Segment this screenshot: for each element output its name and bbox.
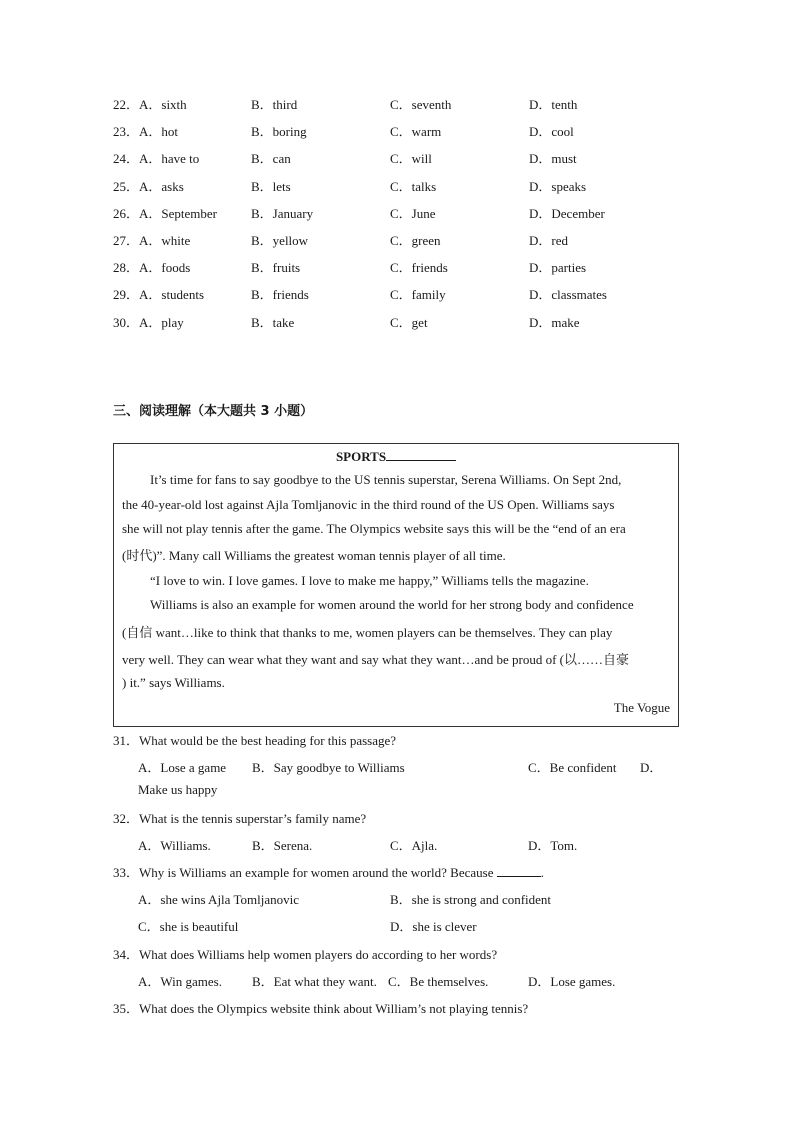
passage-line: she will not play tennis after the game. The Olympics website says this will be the “end of an era — [122, 521, 626, 536]
q31-option-d-label: D． — [640, 760, 663, 775]
option-d: D．parties — [529, 260, 587, 276]
option-a: A．foods — [139, 260, 191, 276]
passage-line: Williams is also an example for women around the world for her strong body and confidence — [150, 597, 634, 612]
option-d: D．classmates — [529, 287, 607, 303]
passage-line: ) it.” says Williams. — [122, 675, 225, 690]
question-32: 32．What is the tennis superstar’s family name? — [113, 811, 367, 826]
question-number: 22． — [113, 97, 140, 112]
q33-option-c: C．she is beautiful — [138, 919, 239, 934]
option-c: C．get — [390, 314, 428, 330]
question-34: 34．What does Williams help women players do according to her words? — [113, 947, 498, 962]
option-a: A．white — [139, 233, 191, 248]
passage-line: the 40-year-old lost against Ajla Tomljanovic in the third round of the US Open. Williams says — [122, 497, 615, 512]
q34-option-b: B．Eat what they want. — [252, 974, 377, 989]
section-title: 三、阅读理解（本大题共 3 小题） — [113, 404, 314, 419]
option-b: B．take — [251, 314, 295, 330]
question-number: 25． — [113, 178, 140, 194]
question-number: 30． — [113, 314, 140, 330]
question-number: 24． — [113, 151, 140, 167]
q32-option-c: C．Ajla. — [390, 838, 438, 853]
q31-option-d-text: Make us happy — [138, 782, 218, 797]
passage-line: “I love to win. I love games. I love to make me happy,” Williams tells the magazine. — [150, 573, 589, 588]
q31-option-b: B．Say goodbye to Williams — [252, 760, 405, 775]
q32-option-b: B．Serena. — [252, 838, 313, 853]
option-b: B．can — [251, 151, 291, 167]
option-b: B．January — [251, 205, 314, 221]
title-blank — [386, 448, 456, 461]
option-b: B．fruits — [251, 260, 301, 276]
q33-option-b: B．she is strong and confident — [390, 892, 552, 907]
option-a: A．play — [139, 314, 184, 330]
option-a: A．hot — [139, 124, 179, 140]
q32-option-d: D．Tom. — [528, 838, 578, 853]
question-number: 26． — [113, 205, 140, 221]
option-d: D．December — [529, 205, 605, 221]
question-31: 31．What would be the best heading for this passage? — [113, 733, 397, 748]
option-c: C．family — [390, 287, 446, 303]
question-number: 29． — [113, 287, 140, 303]
option-d: D．tenth — [529, 97, 578, 112]
option-c: C．friends — [390, 260, 448, 276]
question-number: 27． — [113, 233, 140, 248]
option-b: B．third — [251, 97, 298, 112]
passage-line: It’s time for fans to say goodbye to the US tennis superstar, Serena Williams. On Sept 2nd, — [150, 472, 622, 487]
option-b: B．lets — [251, 178, 291, 194]
option-d: D．red — [529, 233, 568, 248]
option-d: D．make — [529, 314, 580, 330]
option-c: C．will — [390, 151, 432, 167]
q33-option-d: D．she is clever — [390, 919, 477, 934]
question-33 — [113, 862, 544, 881]
q31-option-a: A．Lose a game — [138, 760, 227, 775]
option-c: C．seventh — [390, 97, 452, 112]
passage-line: (自信 want…like to think that thanks to me, women players can be themselves. They can play — [122, 625, 613, 640]
passage-line: (时代)”. Many call Williams the greatest woman tennis player of all time. — [122, 548, 506, 563]
option-d: D．cool — [529, 124, 574, 140]
question-33-end: . — [540, 865, 544, 880]
option-c: C．green — [390, 233, 441, 248]
q34-option-d: D．Lose games. — [528, 974, 616, 989]
q34-option-c: C．Be themselves. — [388, 974, 489, 989]
option-a: A．asks — [139, 178, 184, 194]
question-number: 23． — [113, 124, 140, 140]
option-b: B．yellow — [251, 233, 309, 248]
passage-line: very well. They can wear what they want and say what they want…and be proud of (以……自豪 — [122, 652, 629, 667]
reading-passage-box — [113, 443, 679, 727]
option-b: B．boring — [251, 124, 307, 140]
q34-option-a: A．Win games. — [138, 974, 222, 989]
q31-option-c: C．Be confident — [528, 760, 617, 775]
option-a: A．sixth — [139, 97, 187, 112]
option-a: A．September — [139, 205, 217, 221]
passage-title-text: SPORTS — [335, 449, 387, 464]
q32-option-a: A．Williams. — [138, 838, 211, 853]
option-c: C．June — [390, 205, 436, 221]
question-33-text: 33．Why is Williams an example for women around the world? Because — [113, 865, 494, 880]
option-d: D．must — [529, 151, 577, 167]
option-a: A．students — [139, 287, 205, 303]
option-d: D．speaks — [529, 178, 587, 194]
option-c: C．talks — [390, 178, 437, 194]
option-c: C．warm — [390, 124, 442, 140]
option-a: A．have to — [139, 151, 200, 167]
passage-title — [114, 448, 678, 465]
passage-source: The Vogue — [613, 700, 670, 715]
q33-option-a: A．she wins Ajla Tomljanovic — [138, 892, 299, 907]
option-b: B．friends — [251, 287, 309, 303]
question-35: 35．What does the Olympics website think about William’s not playing tennis? — [113, 1001, 529, 1016]
question-number: 28． — [113, 260, 140, 276]
answer-blank — [497, 865, 541, 877]
